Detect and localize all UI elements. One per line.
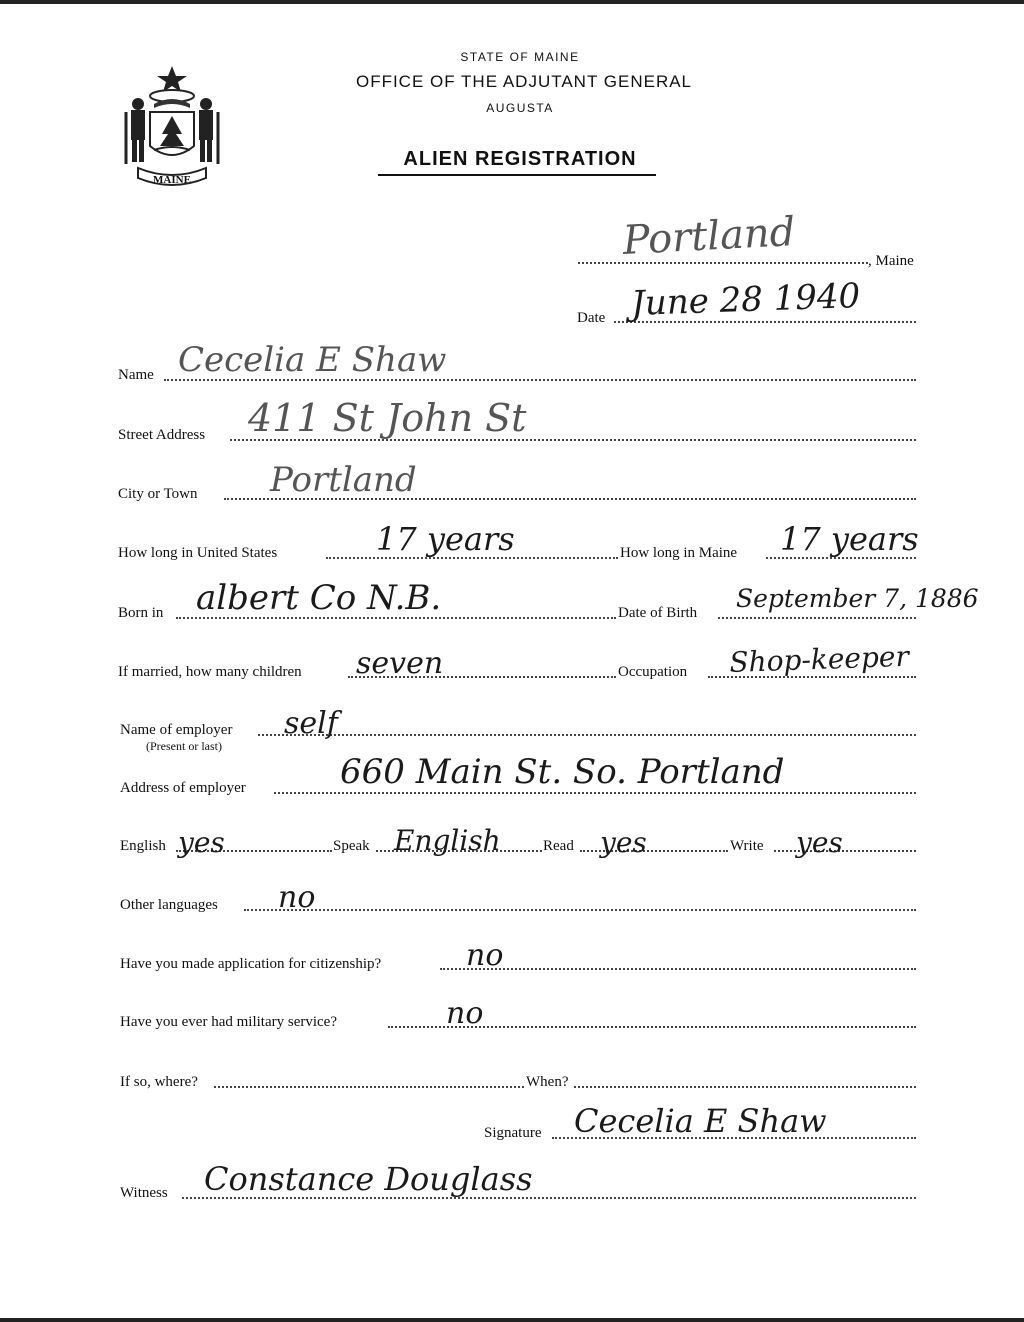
top-edge <box>0 0 1024 4</box>
date-of-birth-line <box>718 617 916 619</box>
children-label: If married, how many children <box>118 664 302 680</box>
name-value: Cecelia E Shaw <box>178 340 447 380</box>
citizenship-label: Have you made application for citizenship? <box>120 956 382 972</box>
english-label: English <box>120 838 166 854</box>
where-label: If so, where? <box>120 1074 198 1090</box>
date-of-birth-label: Date of Birth <box>618 605 698 621</box>
other-languages-value: no <box>278 880 316 915</box>
date-of-birth-value: September 7, 1886 <box>736 584 979 613</box>
place-line <box>578 262 868 264</box>
street-label: Street Address <box>118 427 206 443</box>
speak-value: English <box>394 824 501 857</box>
write-value: yes <box>796 826 843 859</box>
witness-label: Witness <box>120 1185 168 1201</box>
signature-value: Cecelia E Shaw <box>574 1102 827 1140</box>
name-label: Name <box>118 367 154 383</box>
write-label: Write <box>730 838 764 854</box>
city-value: Portland <box>270 460 417 500</box>
how-long-maine-value: 17 years <box>780 520 919 558</box>
where-line <box>214 1086 524 1088</box>
other-languages-line <box>244 909 916 911</box>
office-heading: OFFICE OF THE ADJUTANT GENERAL <box>355 72 693 91</box>
date-label: Date <box>577 310 606 326</box>
form-title: ALIEN REGISTRATION <box>403 148 637 170</box>
place-value: Portland <box>621 209 797 264</box>
how-long-us-label: How long in United States <box>118 545 278 561</box>
bottom-edge <box>0 1318 1024 1322</box>
occupation-value: Shop-keeper <box>728 639 910 679</box>
citizenship-value: no <box>466 938 504 973</box>
place-suffix: , Maine <box>868 253 914 269</box>
state-heading: STATE OF MAINE <box>460 50 580 64</box>
employer-value: self <box>284 706 338 741</box>
read-value: yes <box>600 826 647 859</box>
when-line <box>574 1086 916 1088</box>
title-underline <box>378 174 656 176</box>
how-long-us-value: 17 years <box>376 520 515 558</box>
speak-label: Speak <box>333 838 370 854</box>
read-label: Read <box>543 838 574 854</box>
occupation-label: Occupation <box>618 664 688 680</box>
military-label: Have you ever had military service? <box>120 1014 337 1030</box>
english-value: yes <box>178 826 225 859</box>
other-languages-label: Other languages <box>120 897 218 913</box>
when-label: When? <box>526 1074 569 1090</box>
employer-label: Name of employer <box>120 722 233 738</box>
signature-label: Signature <box>484 1125 542 1141</box>
street-value: 411 St John St <box>248 396 527 440</box>
seal-motto-text: MAINE <box>153 174 191 186</box>
children-value: seven <box>356 646 444 681</box>
military-value: no <box>446 996 484 1031</box>
date-value: June 28 1940 <box>630 276 861 324</box>
witness-value: Constance Douglass <box>204 1160 533 1198</box>
citizenship-line <box>440 968 916 970</box>
employer-sublabel: (Present or last) <box>146 739 222 753</box>
city-label: City or Town <box>118 486 198 502</box>
born-in-value: albert Co N.B. <box>196 578 442 618</box>
employer-address-value: 660 Main St. So. Portland <box>340 752 785 792</box>
how-long-maine-label: How long in Maine <box>620 545 738 561</box>
employer-address-label: Address of employer <box>120 780 246 796</box>
employer-line <box>258 734 916 736</box>
born-in-label: Born in <box>118 605 164 621</box>
city-heading: AUGUSTA <box>486 101 554 115</box>
employer-address-line <box>274 792 916 794</box>
